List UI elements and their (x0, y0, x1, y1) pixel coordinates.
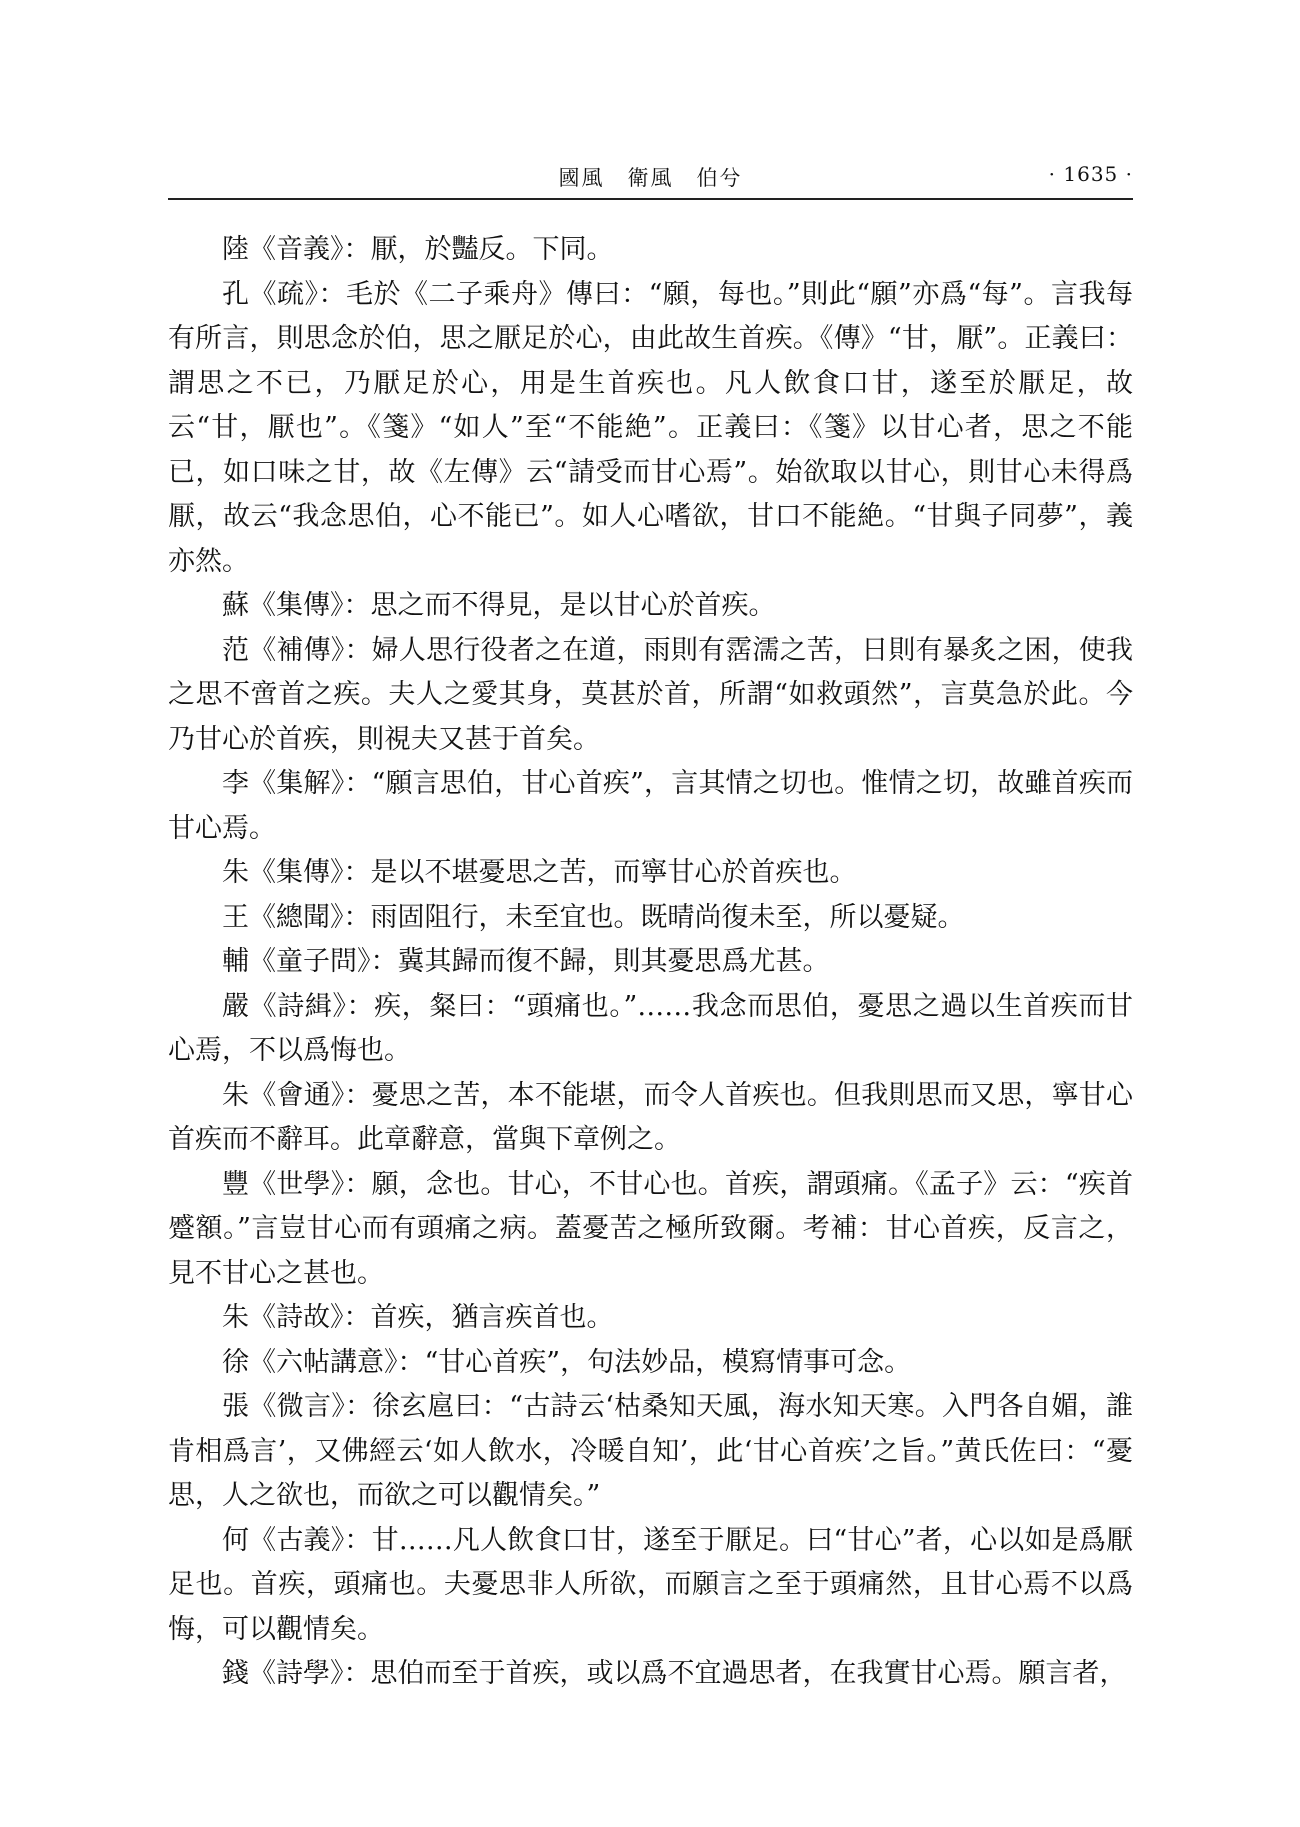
commentary-paragraph: 徐《六帖講意》：“甘心首疾”，句法妙品，模寫情事可念。 (222, 1346, 912, 1378)
commentary-paragraph: 孔《疏》：毛於《二子乘舟》傳曰：“願，每也。”則此“願”亦爲“每”。言我每有所言，則思念於伯，思之厭足於心，由此故生首疾。《傳》“甘，厭”。正義曰：謂思之不已，乃厭足於心，用是生首疾也。凡人飲食口甘，遂至於厭足，故云“甘，厭也”。《箋》“如人”至“不能絶”。正義曰：《箋》以甘心者，思之不能已，如口味之甘，故《左傳》云“請受而甘心焉”。始欲取以甘心，則甘心未得爲厭，故云“我念思伯，心不能已”。如人心嗜欲，甘口不能絶。“甘與子同夢”，義亦然。 (168, 278, 1133, 577)
commentary-paragraph: 李《集解》：“願言思伯，甘心首疾”，言其情之切也。惟情之切，故雖首疾而甘心焉。 (168, 768, 1133, 844)
commentary-paragraph: 豐《世學》：願，念也。甘心，不甘心也。首疾，謂頭痛。《孟子》云：“疾首蹙額。”言豈甘心而有頭痛之病。蓋憂苦之極所致爾。考補：甘心首疾，反言之，見不甘心之甚也。 (168, 1168, 1133, 1289)
commentary-paragraph: 朱《詩故》：首疾，猶言疾首也。 (222, 1302, 614, 1333)
commentary-paragraph: 范《補傳》：婦人思行役者之在道，雨則有霑濡之苦，日則有暴炙之困，使我之思不啻首之疾。夫人之愛其身，莫甚於首，所謂“如救頭然”，言莫急於此。今乃甘心於首疾，則視夫又甚于首矣。 (168, 634, 1133, 755)
body-text (168, 228, 1133, 1697)
commentary-paragraph: 錢《詩學》：思伯而至于首疾，或以爲不宜過思者，在我實甘心焉。願言者， (222, 1658, 1127, 1689)
commentary-paragraph: 朱《集傳》：是以不堪憂思之苦，而寧甘心於首疾也。 (222, 857, 857, 888)
header-rule (168, 198, 1133, 200)
commentary-paragraph: 王《總聞》：雨固阻行，未至宜也。既晴尚復未至，所以憂疑。 (222, 901, 965, 933)
commentary-paragraph: 張《微言》：徐玄扈曰：“古詩云‘枯桑知天風，海水知天寒。入門各自媚，誰肯相爲言’，又佛經云‘如人飲水，冷暖自知’，此‘甘心首疾’之旨。”黄氏佐曰：“憂思，人之欲也，而欲之可以觀情矣。” (168, 1391, 1133, 1511)
commentary-paragraph: 蘇《集傳》：思之而不得見，是以甘心於首疾。 (222, 590, 776, 621)
running-header (168, 158, 1133, 198)
commentary-paragraph: 輔《童子問》：冀其歸而復不歸，則其憂思爲尤甚。 (222, 946, 830, 977)
commentary-paragraph: 陸《音義》：厭，於豔反。下同。 (222, 234, 614, 265)
page-number: · 1635 · (1048, 162, 1133, 186)
commentary-paragraph: 何《古義》：甘……凡人飲食口甘，遂至于厭足。曰“甘心”者，心以如是爲厭足也。首疾，頭痛也。夫憂思非人所欲，而願言之至于頭痛然，且甘心焉不以爲悔，可以觀情矣。 (168, 1524, 1133, 1645)
commentary-paragraph: 嚴《詩緝》：疾，粲曰：“頭痛也。”……我念而思伯，憂思之過以生首疾而甘心焉，不以爲悔也。 (168, 990, 1133, 1066)
running-header-title: 國風 衛風 伯兮 (558, 166, 743, 190)
commentary-paragraph: 朱《會通》：憂思之苦，本不能堪，而令人首疾也。但我則思而又思，寧甘心首疾而不辭耳。此章辭意，當與下章例之。 (168, 1079, 1133, 1155)
